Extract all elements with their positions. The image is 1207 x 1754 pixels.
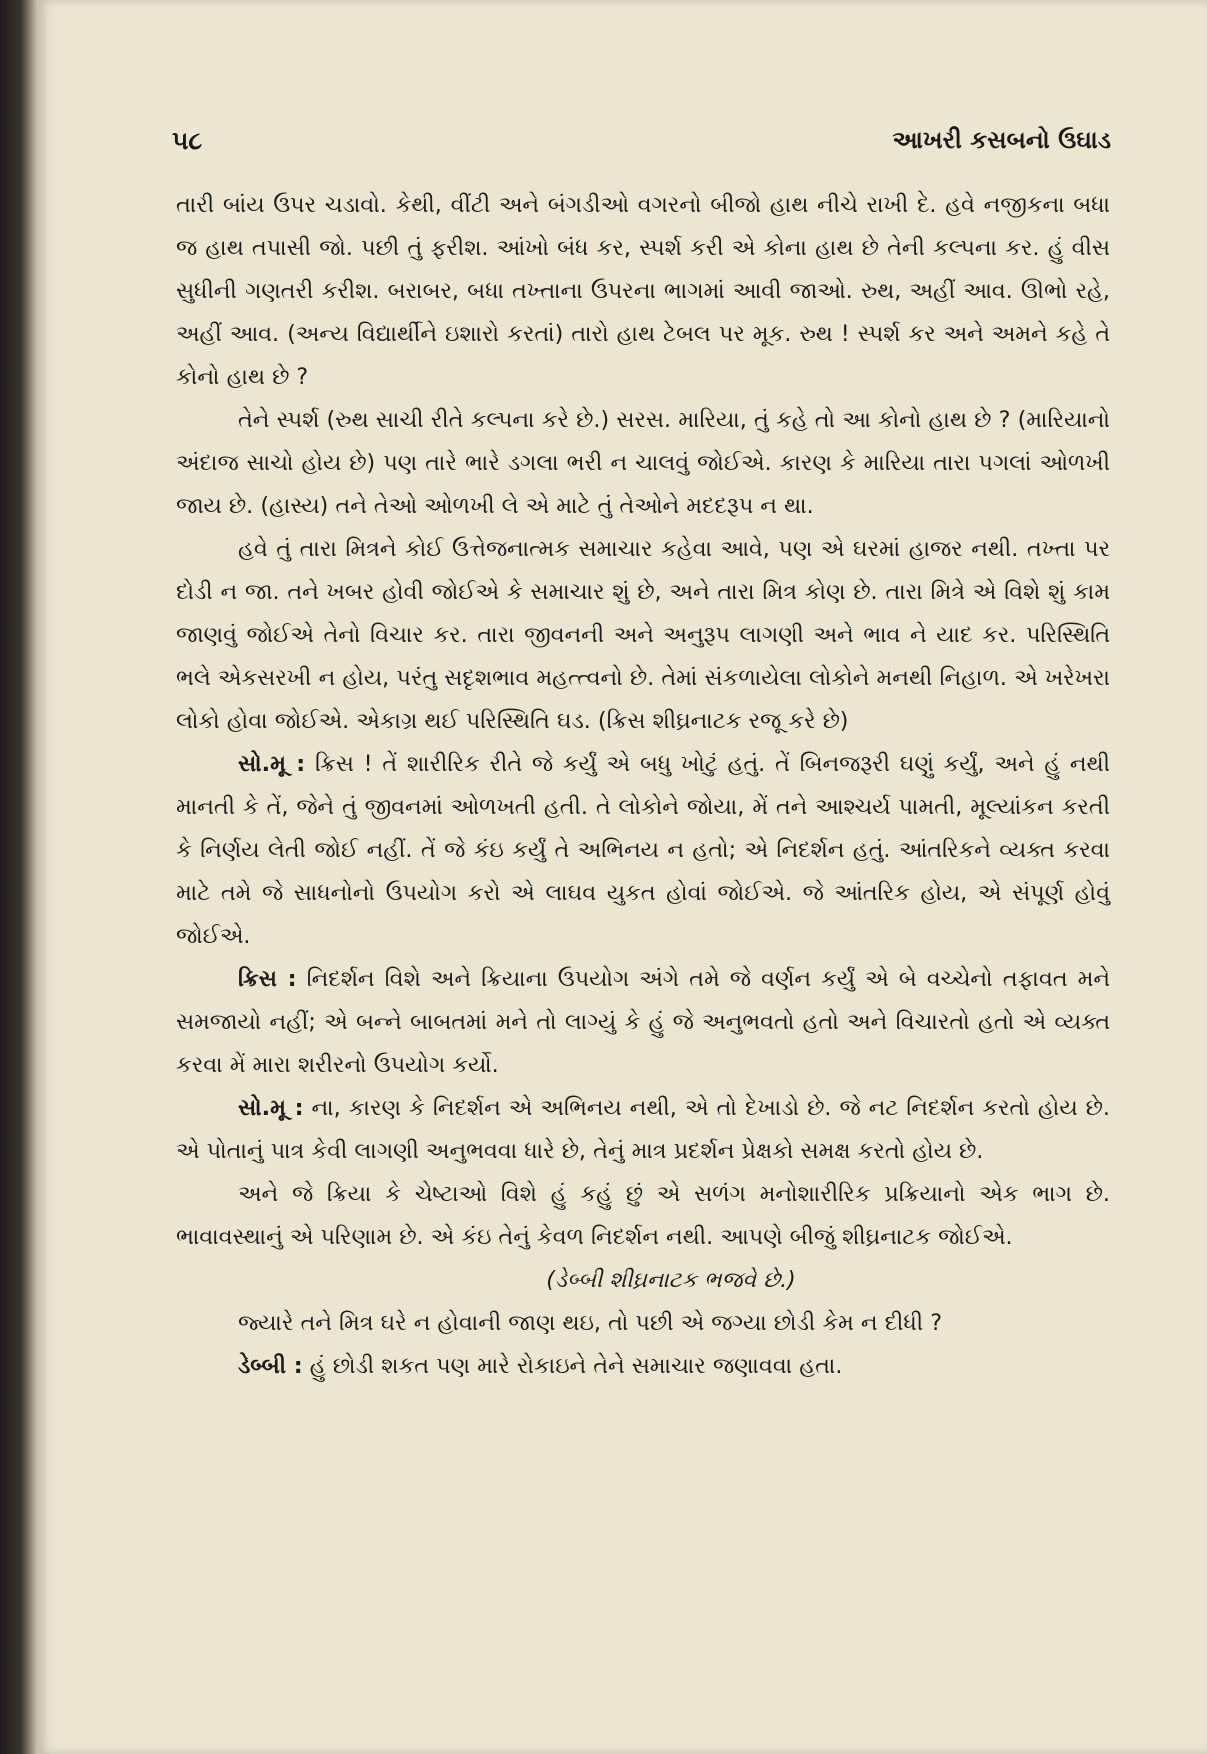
speaker-label: સો.મૂ : xyxy=(238,1095,304,1121)
page-number: ૫૮ xyxy=(172,126,203,155)
dialogue-paragraph: સો.મૂ : ક્રિસ ! તેં શારીરિક રીતે જે કર્યું એ બધુ ખોટું હતું. તેં બિનજરૂરી ઘણું કર્યું, અને હું નથી માનતી કે તેં, જેને તું જીવનમાં ઓળખતી હતી. તે લોકોને જોયા, મેં તને આશ્ચર્ય પામતી, મૂલ્યાંકન કરતી કે નિર્ણય લેતી જોઈ નહીં. તેં જે કંઇ કર્યું તે અભિનય ન હતો; એ નિદર્શન હતું. આંતરિકને વ્યક્ત કરવા માટે તમે જે સાધનોનો ઉપયોગ કરો એ લાઘવ યુકત હોવાં જોઈએ. જે આંતરિક હોય, એ સંપૂર્ણ હોવું જોઈએ. xyxy=(176,751,1110,949)
paragraph: તેને સ્પર્શ (રુથ સાચી રીતે કલ્પના કરે છે.) સરસ. મારિયા, તું કહે તો આ કોનો હાથ છે ? (મારિયાનો અંદાજ સાચો હોય છે) પણ તારે ભારે ડગલા ભરી ન ચાલવું જોઈએ. કારણ કે મારિયા તારા પગલાં ઓળખી જાય છે. (હાસ્ય) તને તેઓ ઓળખી લે એ માટે તું તેઓને મદદરૂપ ન થા. xyxy=(176,407,1110,519)
paragraph: હવે તું તારા મિત્રને કોઈ ઉત્તેજનાત્મક સમાચાર કહેવા આવે, પણ એ ઘરમાં હાજર નથી. તખ્તા પર દોડી ન જા. તને ખબર હોવી જોઈએ કે સમાચાર શું છે, અને તારા મિત્ર કોણ છે. તારા મિત્રે એ વિશે શું કામ જાણવું જોઈએ તેનો વિચાર કર. તારા જીવનની અને અનુરૂપ લાગણી અને ભાવ ને યાદ કર. પરિસ્થિતિ ભલે એકસરખી ન હોય, પરંતુ સદૃશભાવ મહત્ત્વનો છે. તેમાં સંકળાયેલા લોકોને મનથી નિહાળ. એ ખરેખરા લોકો હોવા જોઈએ. એકાગ્ર થઈ પરિસ્થિતિ ઘડ. (ક્રિસ શીઘ્રનાટક રજૂ કરે છે) xyxy=(176,536,1110,734)
paragraph: તારી બાંય ઉપર ચડાવો. કેથી, વીંટી અને બંગડીઓ વગરનો બીજો હાથ નીચે રાખી દે. હવે નજીકના બધા જ હાથ તપાસી જો. પછી તું ફરીશ. આંખો બંધ કર, સ્પર્શ કરી એ કોના હાથ છે તેની કલ્પના કર. હું વીસ સુધીની ગણતરી કરીશ. બરાબર, બધા તખ્તાના ઉપરના ભાગમાં આવી જાઓ. રુથ, અહીં આવ. ઊભો રહે, અહીં આવ. (અન્ય વિદ્યાર્થીને ઇશારો કરતાં) તારો હાથ ટેબલ પર મૂક. રુથ ! સ્પર્શ કર અને અમને કહે તે કોનો હાથ છે ? xyxy=(176,192,1110,390)
page-binding-edge xyxy=(0,0,38,1754)
stage-direction: (ડેબ્બી શીઘ્રનાટક ભજવે છે.) xyxy=(546,1268,796,1293)
dialogue-paragraph: સો.મૂ : ના, કારણ કે નિદર્શન એ અભિનય નથી, એ તો દેખાડો છે. જે નટ નિદર્શન કરતો હોય છે. એ પોતાનું પાત્ર કેવી લાગણી અનુભવવા ધારે છે, તેનું માત્ર પ્રદર્શન પ્રેક્ષકો સમક્ષ કરતો હોય છે. xyxy=(176,1095,1110,1164)
speaker-label: ક્રિસ : xyxy=(238,966,297,992)
body-text xyxy=(176,184,1110,1388)
page-header xyxy=(172,126,1111,166)
book-page xyxy=(38,0,1207,1754)
speaker-label: ડેબ્બી : xyxy=(238,1353,303,1379)
dialogue-paragraph: ક્રિસ : નિદર્શન વિશે અને ક્રિયાના ઉપયોગ અંગે તમે જે વર્ણન કર્યું એ બે વચ્ચેનો તફાવત મને સમજાયો નહીં; એ બન્ને બાબતમાં મને તો લાગ્યું કે હું જે અનુભવતો હતો અને વિચારતો હતો એ વ્યક્ત કરવા મેં મારા શરીરનો ઉપયોગ કર્યો. xyxy=(176,966,1110,1078)
paragraph: જ્યારે તને મિત્ર ઘરે ન હોવાની જાણ થઇ, તો પછી એ જગ્યા છોડી કેમ ન દીધી ? xyxy=(238,1310,943,1336)
paragraph: અને જે ક્રિયા કે ચેષ્ટાઓ વિશે હું કહું છું એ સળંગ મનોશારીરિક પ્રક્રિયાનો એક ભાગ છે. ભાવાવસ્થાનું એ પરિણામ છે. એ કંઇ તેનું કેવળ નિદર્શન નથી. આપણે બીજું શીઘ્રનાટક જોઈએ. xyxy=(176,1181,1110,1250)
speaker-label: સો.મૂ : xyxy=(238,751,306,777)
dialogue-paragraph: ડેબ્બી : હું છોડી શકત પણ મારે રોકાઇને તેને સમાચાર જણાવવા હતા. xyxy=(238,1353,843,1379)
running-title: આખરી કસબનો ઉઘાડ xyxy=(892,126,1111,154)
